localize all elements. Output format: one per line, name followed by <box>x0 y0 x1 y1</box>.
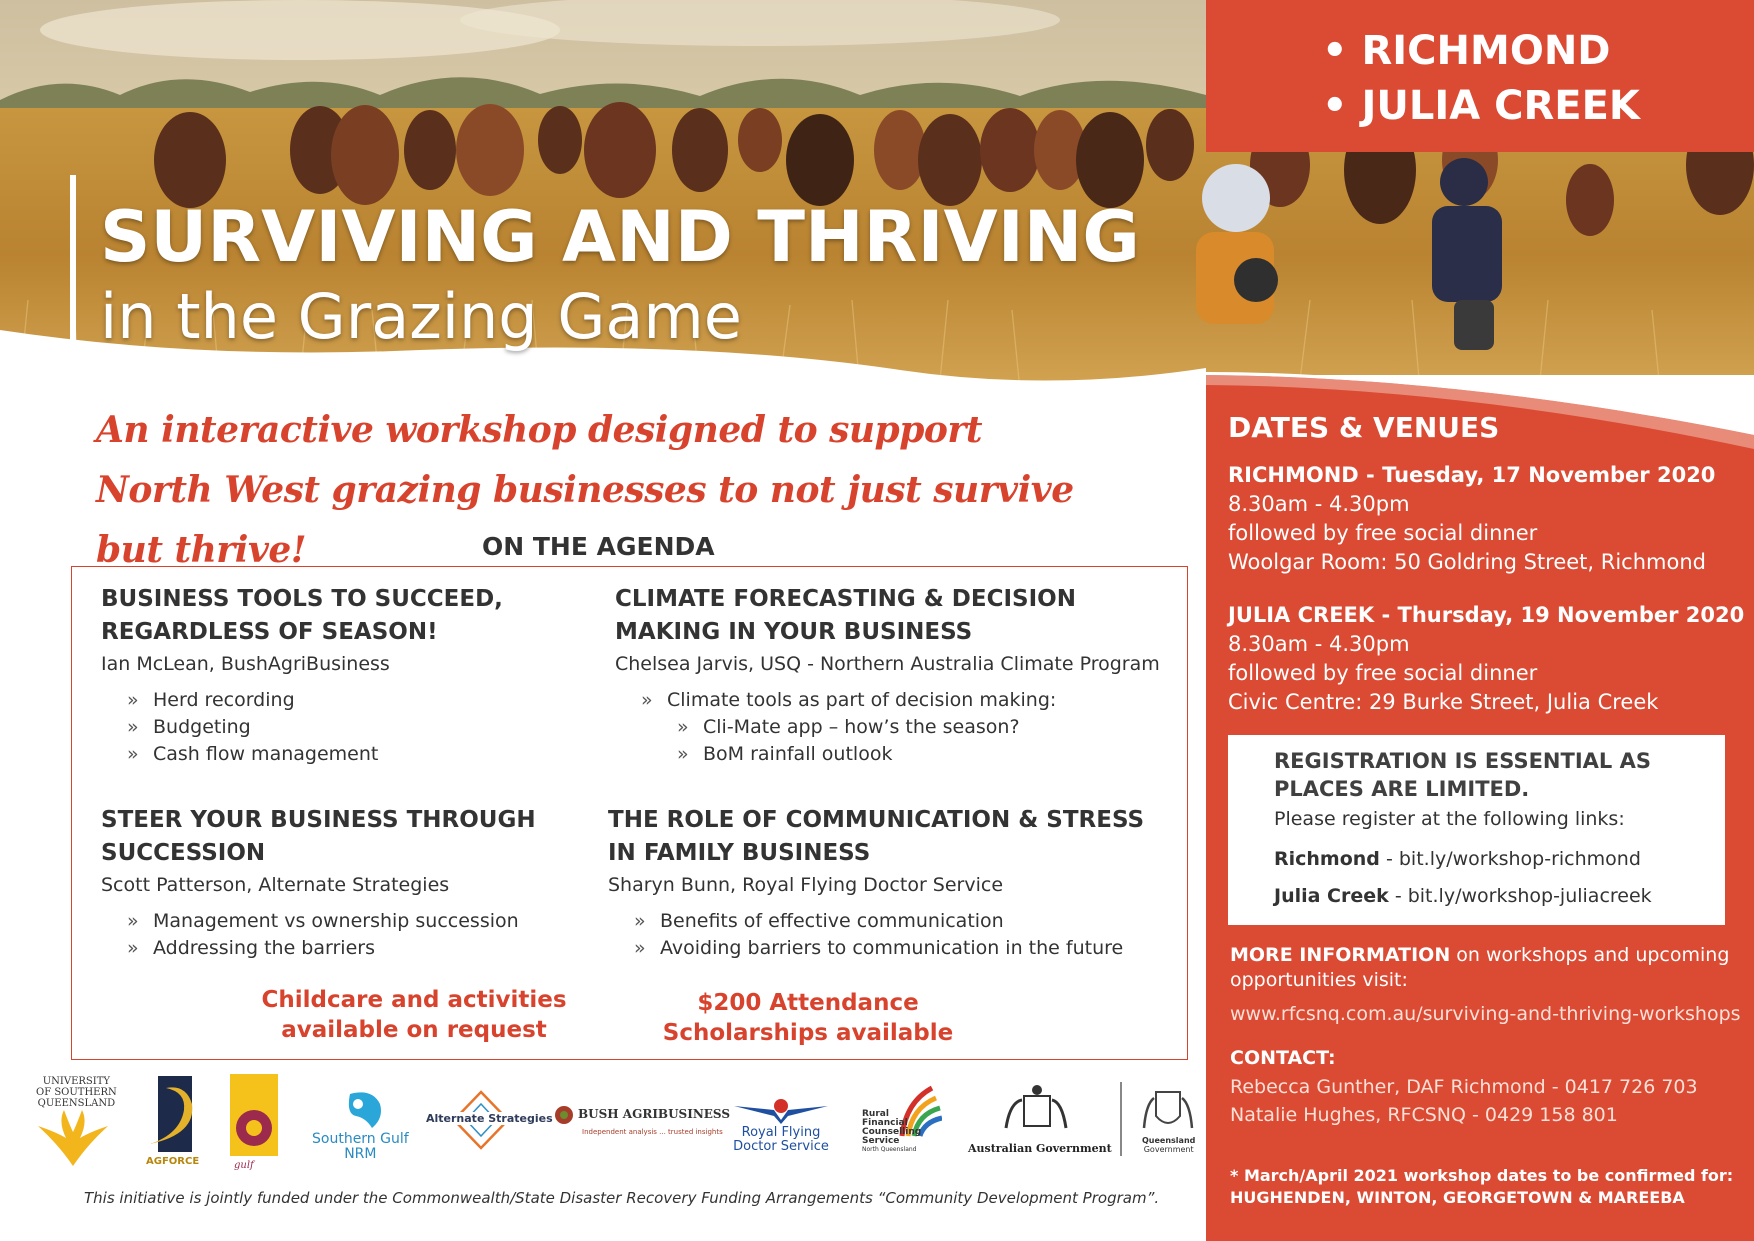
list-item: » Cash flow management <box>127 741 581 768</box>
coat-of-arms-icon <box>966 1082 1106 1142</box>
agenda-heading: ON THE AGENDA <box>482 532 715 561</box>
section-list <box>127 687 581 768</box>
section-speaker: Ian McLean, BushAgriBusiness <box>101 653 390 675</box>
sub-list <box>677 714 1175 768</box>
venue-time: 8.30am - 4.30pm <box>1228 632 1410 656</box>
list-item: » Herd recording <box>127 687 581 714</box>
bullet-icon: » <box>127 743 139 765</box>
agenda-section-climate <box>615 583 1175 768</box>
agforce-label: AGFORCE <box>146 1156 200 1167</box>
bush-agribusiness-logo <box>552 1104 731 1146</box>
bullet-icon: » <box>634 910 646 932</box>
list-item: » BoM rainfall outlook <box>677 741 1175 768</box>
section-list <box>634 908 1178 962</box>
venue-place: Woolgar Room: 50 Goldring Street, Richmond <box>1228 550 1706 574</box>
more-info-text: on workshops and upcoming opportunities visit: <box>1230 944 1730 991</box>
hero-title: SURVIVING AND THRIVING <box>100 196 1140 278</box>
venue-title: RICHMOND - Tuesday, 17 November 2020 <box>1228 463 1716 487</box>
venue-place: Civic Centre: 29 Burke Street, Julia Creek <box>1228 690 1659 714</box>
list-item: » Avoiding barriers to communication in the future <box>634 935 1178 962</box>
usq-logo-text: UNIVERSITY OF SOUTHERN QUEENSLAND <box>36 1076 117 1109</box>
alternate-strategies-logo <box>424 1090 553 1160</box>
bullet-icon: » <box>641 689 653 711</box>
link-label: Richmond <box>1274 848 1380 870</box>
bullet-icon: » <box>127 689 139 711</box>
bullet-icon: » <box>127 716 139 738</box>
contact-line: Rebecca Gunther, DAF Richmond - 0417 726 703 <box>1230 1076 1698 1098</box>
rfds-logo <box>726 1096 836 1162</box>
hero-subtitle: in the Grazing Game <box>100 280 742 353</box>
alternate-strategies-label: Alternate Strategies <box>426 1112 553 1125</box>
bush-agribusiness-tagline: Independent analysis ... trusted insights <box>582 1128 723 1136</box>
link-url[interactable]: bit.ly/workshop-juliacreek <box>1407 885 1652 907</box>
bullet-icon: » <box>127 937 139 959</box>
contact-line: Natalie Hughes, RFCSNQ - 0429 158 801 <box>1230 1104 1618 1126</box>
queensland-government-logo <box>1136 1084 1200 1160</box>
section-speaker: Chelsea Jarvis, USQ - Northern Australia Climate Program <box>615 653 1160 675</box>
funding-disclaimer: This initiative is jointly funded under the Commonwealth/State Disaster Recovery Funding Arrangements “Community Development Program”. <box>84 1189 1160 1207</box>
logo-divider <box>1120 1082 1122 1156</box>
venue-extra: followed by free social dinner <box>1228 661 1538 685</box>
section-title: CLIMATE FORECASTING & DECISION MAKING IN YOUR BUSINESS <box>615 586 1076 645</box>
queensland-government-label: Queensland Government <box>1142 1136 1196 1154</box>
venue-time: 8.30am - 4.30pm <box>1228 492 1410 516</box>
agforce-icon <box>140 1074 200 1154</box>
gulf-icon <box>226 1070 282 1160</box>
usq-logo <box>28 1074 118 1170</box>
registration-subtitle: Please register at the following links: <box>1274 808 1625 830</box>
agenda-section-business-tools <box>101 583 581 768</box>
venue-extra: followed by free social dinner <box>1228 521 1538 545</box>
more-info-url[interactable]: www.rfcsnq.com.au/surviving-and-thriving-workshops <box>1230 1003 1741 1025</box>
venue-richmond <box>1228 461 1748 577</box>
wings-icon <box>726 1096 836 1126</box>
location-julia-creek: • JULIA CREEK <box>1322 83 1640 129</box>
section-title: THE ROLE OF COMMUNICATION & STRESS IN FAMILY BUSINESS <box>608 807 1145 866</box>
contact-heading: CONTACT: <box>1230 1047 1336 1069</box>
agforce-logo <box>140 1074 200 1170</box>
list-item: » Climate tools as part of decision making: <box>641 687 1175 714</box>
list-item: » Management vs ownership succession <box>127 908 581 935</box>
footnote <box>1230 1165 1733 1209</box>
section-speaker: Sharyn Bunn, Royal Flying Doctor Service <box>608 874 1004 896</box>
bullet-icon: » <box>127 910 139 932</box>
bush-agribusiness-label: BUSH AGRIBUSINESS <box>578 1107 731 1121</box>
sub-list-wrapper <box>641 714 1175 768</box>
rfcs-logo <box>862 1082 942 1164</box>
venue-title: JULIA CREEK - Thursday, 19 November 2020 <box>1228 603 1745 627</box>
footnote-line: * March/April 2021 workshop dates to be confirmed for: <box>1230 1166 1734 1185</box>
southern-gulf-logo <box>310 1088 410 1168</box>
more-info-bold: MORE INFORMATION <box>1230 944 1451 966</box>
wave-icon <box>310 1088 410 1132</box>
tagline: An interactive workshop designed to support North West grazing businesses to not just survive but thrive! <box>96 409 1074 571</box>
gulf-label: gulf <box>234 1160 254 1171</box>
section-list <box>641 687 1175 768</box>
childcare-note: Childcare and activities available on request <box>261 987 567 1043</box>
location-richmond: • RICHMOND <box>1322 28 1611 74</box>
bullet-icon: » <box>677 743 689 765</box>
registration-box <box>1228 735 1725 925</box>
list-item: » Cli-Mate app – how’s the season? <box>677 714 1175 741</box>
registration-link-richmond[interactable]: Richmond - bit.ly/workshop-richmond <box>1274 848 1641 870</box>
section-title: BUSINESS TOOLS TO SUCCEED, REGARDLESS OF SEASON! <box>101 586 503 645</box>
link-label: Julia Creek <box>1274 885 1389 907</box>
more-info <box>1230 943 1730 993</box>
rfcs-label: Rural Financial Counselling Service North Queensland <box>862 1109 922 1153</box>
agenda-section-communication <box>608 804 1178 962</box>
rfds-label: Royal Flying Doctor Service <box>733 1125 829 1154</box>
leaf-icon <box>552 1104 576 1126</box>
link-url[interactable]: bit.ly/workshop-richmond <box>1398 848 1641 870</box>
southern-gulf-label: Southern Gulf NRM <box>312 1131 409 1162</box>
section-list <box>127 908 581 962</box>
bullet-icon: » <box>634 937 646 959</box>
list-item: » Budgeting <box>127 714 581 741</box>
section-title: STEER YOUR BUSINESS THROUGH SUCCESSION <box>101 807 536 866</box>
scholarship-note: $200 Attendance Scholarships available <box>662 990 954 1046</box>
dates-venues-heading: DATES & VENUES <box>1228 411 1500 444</box>
location-box <box>1206 0 1754 152</box>
list-item: » Benefits of effective communication <box>634 908 1178 935</box>
agenda-box <box>71 566 1188 1060</box>
registration-title: REGISTRATION IS ESSENTIAL AS PLACES ARE LIMITED. <box>1274 749 1651 801</box>
registration-link-julia-creek[interactable]: Julia Creek - bit.ly/workshop-juliacreek <box>1274 885 1652 907</box>
agenda-section-succession <box>101 804 581 962</box>
australian-government-logo <box>966 1082 1112 1158</box>
venue-julia-creek <box>1228 601 1748 717</box>
gulf-logo <box>226 1070 282 1172</box>
bullet-icon: » <box>677 716 689 738</box>
info-panel <box>1206 375 1754 1241</box>
section-speaker: Scott Patterson, Alternate Strategies <box>101 874 450 896</box>
footnote-line: HUGHENDEN, WINTON, GEORGETOWN & MAREEBA <box>1230 1188 1685 1207</box>
hero-accent-bar <box>70 175 76 365</box>
crest-icon <box>1136 1084 1200 1136</box>
list-item: » Addressing the barriers <box>127 935 581 962</box>
australian-government-label: Australian Government <box>968 1142 1112 1155</box>
